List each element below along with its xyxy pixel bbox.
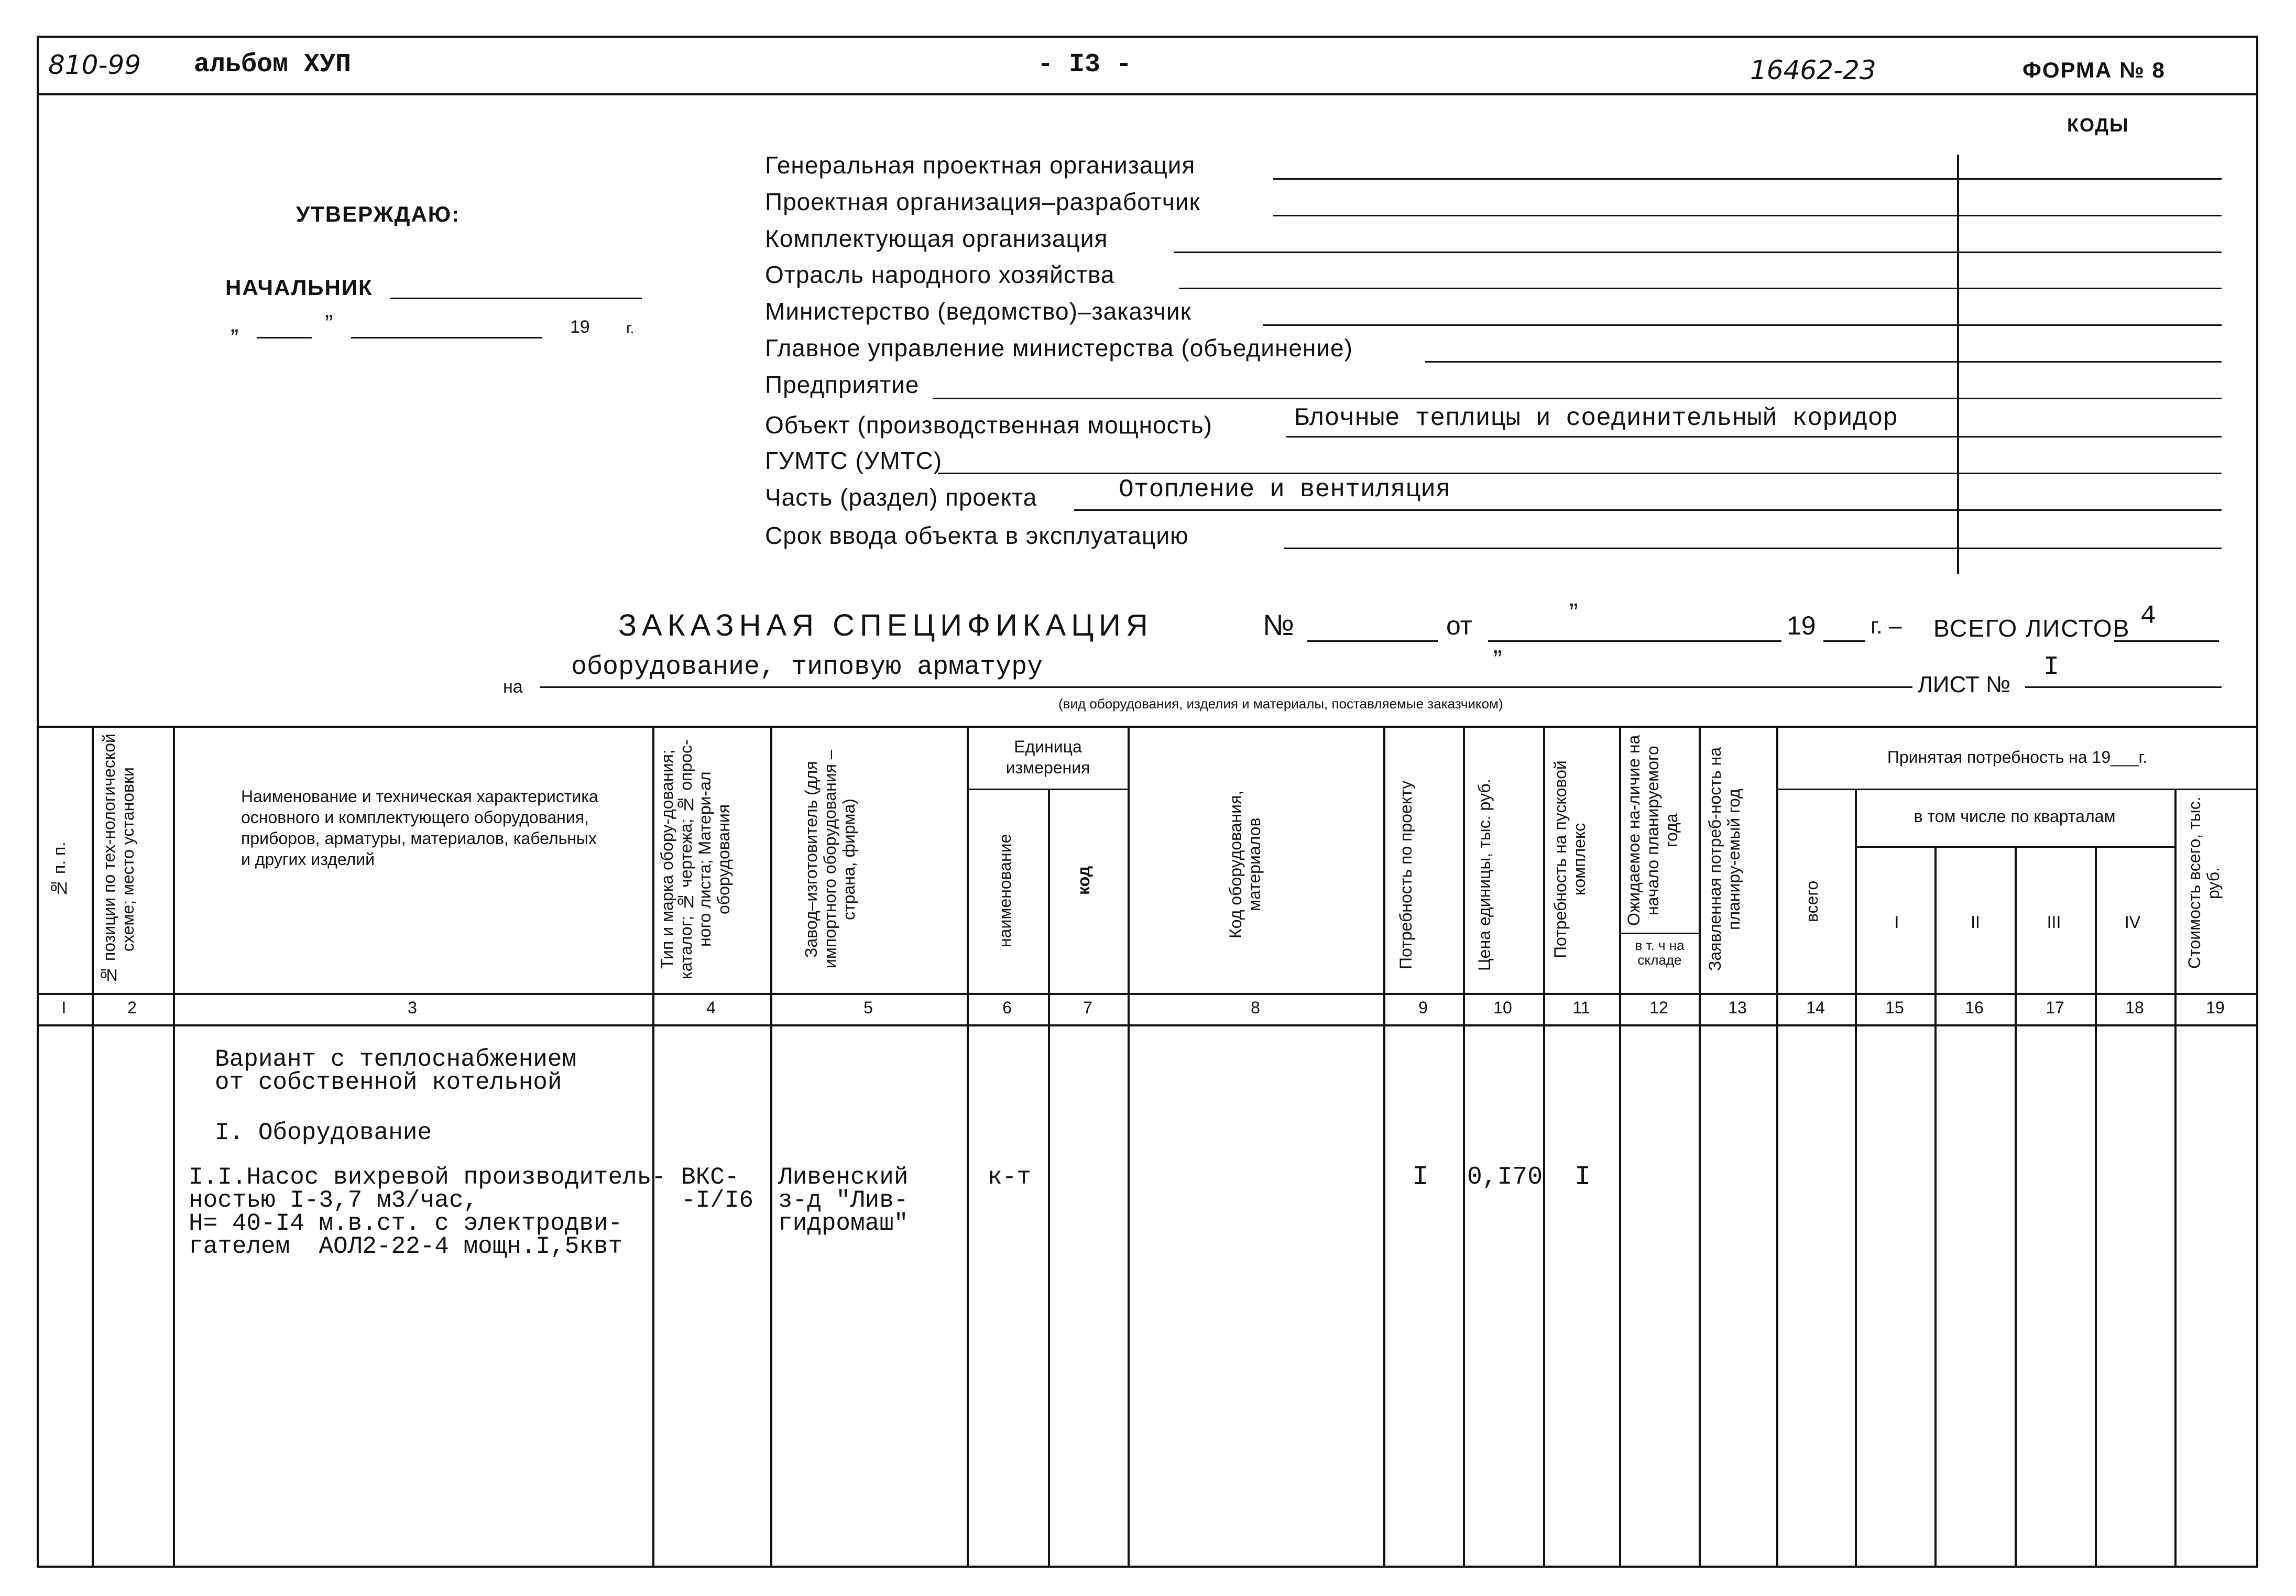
col-header-accepted: Принятая потребность на 19___г. — [1887, 748, 2148, 767]
org-field-label: Объект (производственная мощность) — [765, 411, 1212, 439]
column-number: 8 — [1251, 998, 1260, 1017]
object-value: Блочные теплицы и соединительный коридор — [1294, 405, 1898, 433]
spec-on-hint: (вид оборудования, изделия и материалы, поставляемые заказчиком) — [1058, 696, 1503, 712]
column-number: 7 — [1083, 998, 1092, 1017]
item-name: I.I.Насос вихревой производитель- ностью I-3,7 м3/час, Н= 40-I4 м.в.ст. с электродви- гателем АОЛ2-22-4 мощн.I,5квт — [189, 1164, 666, 1260]
col-header-9: Потребность по проекту — [1396, 780, 1415, 970]
column-number: 19 — [2206, 998, 2225, 1017]
form-number: ФОРМА № 8 — [2022, 58, 2166, 82]
column-number: 13 — [1728, 998, 1747, 1017]
item-launch-quantity: I — [1575, 1162, 1591, 1193]
col-header-14: всего — [1802, 880, 1821, 922]
page-number: - I3 - — [1037, 50, 1132, 80]
spec-sheet-number: I — [2043, 652, 2060, 682]
col-header-1: № п. п. — [50, 841, 69, 898]
org-field-label: Генеральная проектная организация — [765, 151, 1196, 179]
col-header-q1: I — [1894, 913, 1899, 932]
col-header-7: код — [1074, 866, 1093, 895]
column-number: 11 — [1572, 998, 1590, 1017]
spec-quote-open: „ — [1493, 629, 1502, 659]
approval-quote-open: „ — [231, 310, 239, 337]
column-number: 10 — [1493, 998, 1512, 1017]
item-price: 0,I70 — [1467, 1163, 1543, 1191]
col-header-11: Потребность на пусковой комплекс — [1551, 760, 1589, 958]
org-field-label: Министерство (ведомство)–заказчик — [765, 298, 1191, 325]
org-field-label: Комплектующая организация — [765, 225, 1108, 252]
album-label: альбом ХУП — [194, 50, 352, 80]
col-header-8: Код оборудования, материалов — [1226, 790, 1264, 939]
approval-quote-close: ” — [325, 310, 333, 337]
column-number: 14 — [1806, 998, 1825, 1017]
org-field-label: Предприятие — [765, 371, 920, 398]
col-header-q2: II — [1971, 913, 1980, 932]
column-number: 6 — [1002, 998, 1012, 1017]
approval-chief: НАЧАЛЬНИК — [225, 275, 373, 300]
column-number: 15 — [1885, 998, 1904, 1017]
spec-on-label: на — [503, 677, 523, 697]
org-field-label: Срок ввода объекта в эксплуатацию — [765, 522, 1189, 549]
org-field-label: ГУМТС (УМТС) — [765, 447, 943, 474]
column-number: 2 — [127, 998, 137, 1017]
spec-title: ЗАКАЗНАЯ СПЕЦИФИКАЦИЯ — [618, 608, 1153, 642]
org-field-label: Часть (раздел) проекта — [765, 484, 1037, 511]
col-header-q3: III — [2047, 913, 2061, 932]
col-header-5: Завод–изготовитель (для импортного оборудования –страна, фирма) — [802, 750, 858, 969]
spec-on-value: оборудование, типовую арматуру — [571, 652, 1043, 682]
spec-year-suffix: г. – — [1871, 613, 1902, 639]
spec-total-label: ВСЕГО ЛИСТОВ — [1933, 615, 2130, 642]
column-number: 17 — [2046, 998, 2064, 1017]
spec-no-label: № — [1263, 608, 1295, 641]
column-number: 18 — [2125, 998, 2144, 1017]
column-number: 12 — [1649, 998, 1668, 1017]
col-header-q4: IV — [2124, 913, 2141, 932]
col-header-2: № позиции по тех-нологической схеме; место установки — [100, 734, 137, 985]
section-heading: I. Оборудование — [215, 1119, 432, 1146]
item-factory: Ливенский з-д "Лив- гидромаш" — [778, 1164, 909, 1237]
col-header-3: Наименование и техническая характеристика основного и комплектующего оборудования, приборов, арматуры, материалов, кабельных и других изделий — [241, 787, 598, 869]
project-part-value: Отопление и вентиляция — [1119, 476, 1451, 504]
column-number: 4 — [706, 998, 716, 1017]
column-number: 5 — [863, 998, 873, 1017]
spec-sheet-label: ЛИСТ № — [1918, 672, 2011, 697]
col-header-12: Ожидаемое на-личие на начало планируемого года — [1624, 735, 1681, 926]
item-quantity: I — [1412, 1162, 1429, 1193]
col-header-19: Стоимость всего, тыс. руб. — [2185, 796, 2223, 969]
col-header-12b: в т. ч на складе — [1635, 937, 1685, 968]
col-header-13: Заявленная потреб-ность на планиру-емый год — [1705, 747, 1743, 971]
spec-year: 19 — [1787, 611, 1816, 640]
codes-label: КОДЫ — [2067, 114, 2129, 136]
column-number: I — [61, 998, 67, 1017]
approval-title: УТВЕРЖДАЮ: — [296, 202, 461, 226]
col-header-4: Тип и марка обору-дования; каталог; № чертежа; № опрос-ного листа; Матери-ал оборудования — [658, 739, 733, 979]
col-header-quarters: в том числе по кварталам — [1914, 807, 2116, 826]
col-header-10: Цена единицы, тыс. руб. — [1475, 779, 1494, 971]
approval-year-suffix: г. — [626, 320, 635, 337]
spec-quote-close: ” — [1569, 598, 1578, 627]
org-field-label: Главное управление министерства (объединение) — [765, 334, 1353, 362]
column-number: 3 — [408, 998, 417, 1017]
variant-text: Вариант с теплоснабжением от собственной котельной — [215, 1046, 577, 1096]
column-number: 16 — [1965, 998, 1984, 1017]
item-type: ВКС- -I/I6 — [681, 1164, 754, 1214]
doc-number: 16462-23 — [1750, 55, 1876, 85]
spec-from-label: от — [1446, 611, 1472, 640]
org-field-label: Отрасль народного хозяйства — [765, 261, 1115, 288]
col-header-unit: Единица измерения — [1005, 737, 1090, 777]
org-field-label: Проектная организация–разработчик — [765, 188, 1200, 215]
item-unit: к-т — [988, 1164, 1031, 1191]
col-header-6: наименование — [996, 834, 1014, 948]
left-code: 810-99 — [48, 50, 141, 80]
spec-total-sheets: 4 — [2140, 602, 2157, 631]
column-number: 9 — [1418, 998, 1428, 1017]
approval-year: 19 — [570, 317, 590, 337]
